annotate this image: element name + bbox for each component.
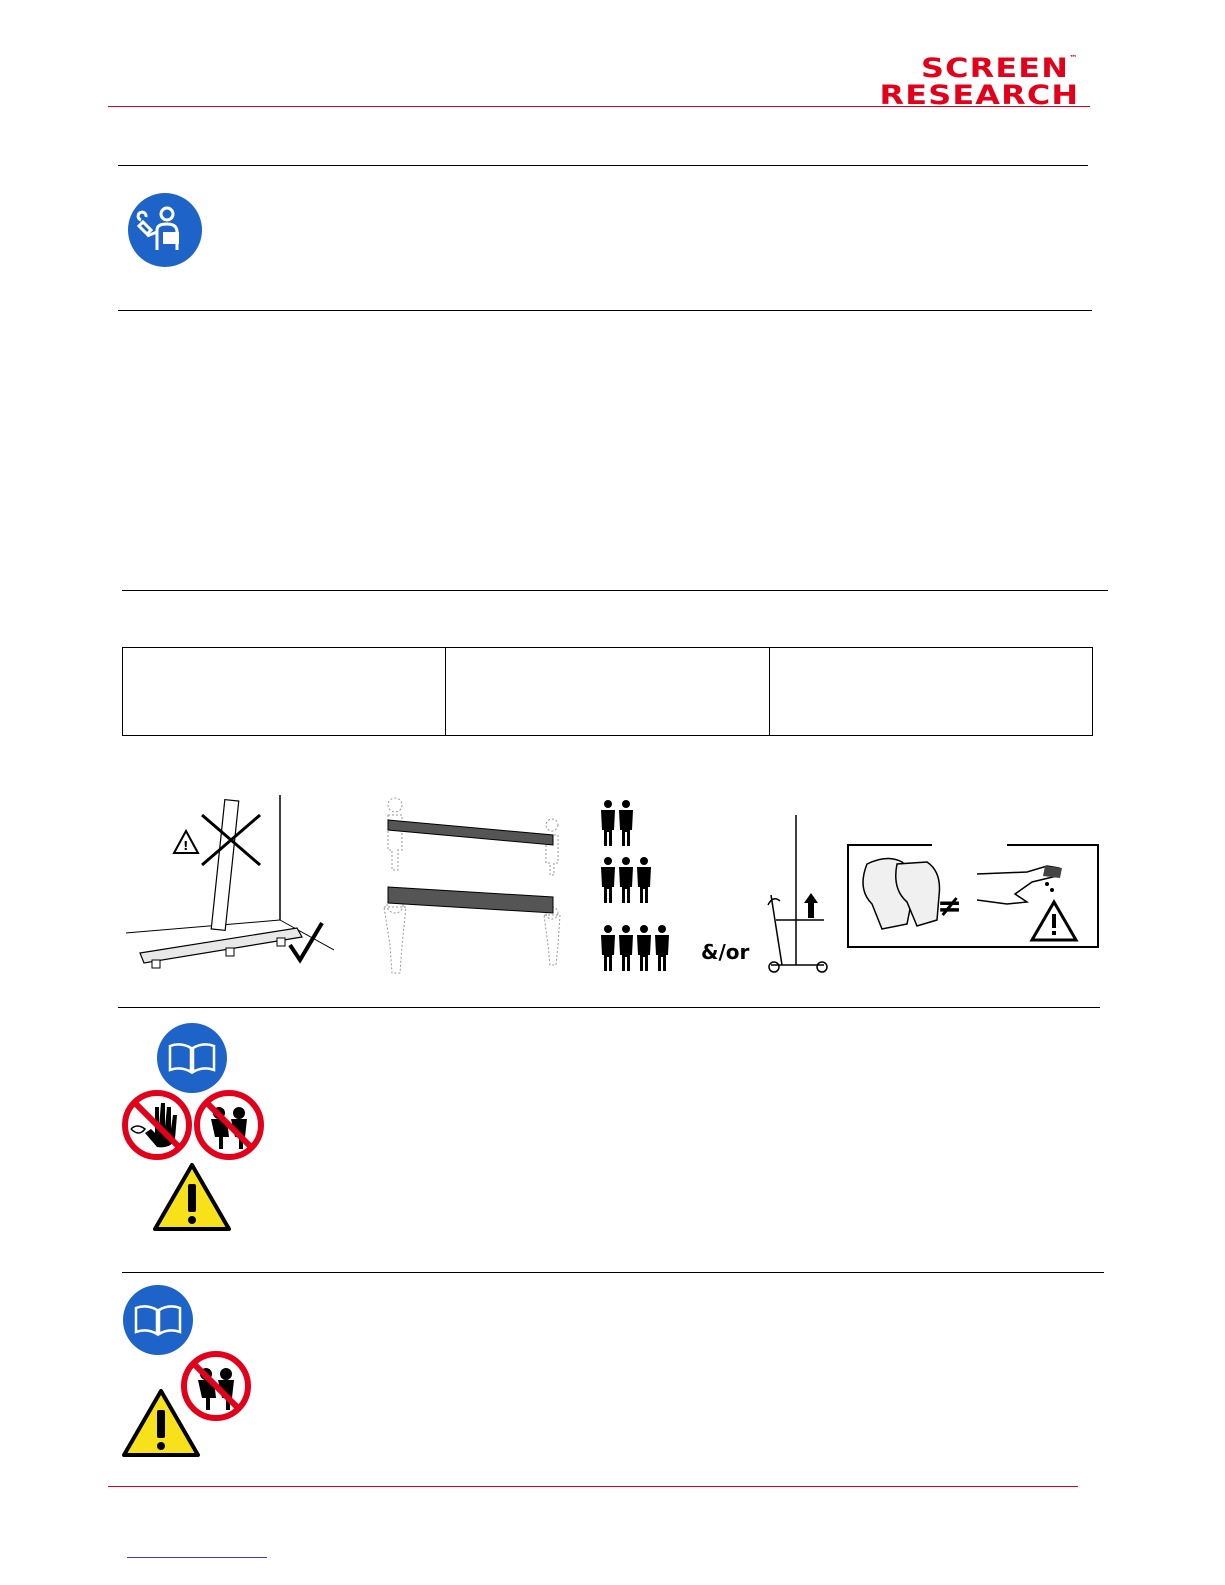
svg-text:!: !	[183, 839, 189, 853]
header-rule	[108, 106, 1090, 107]
spec-cell	[123, 648, 446, 736]
section-rule	[118, 1007, 1100, 1008]
spec-table	[122, 647, 1093, 736]
footer-link-underline	[127, 1557, 267, 1558]
lean-screen-against-wall-illustration	[122, 795, 334, 980]
trademark: ™	[1069, 54, 1079, 62]
read-manual-icon	[156, 1022, 228, 1094]
section-rule	[118, 165, 1088, 166]
warning-triangle-icon	[121, 1388, 201, 1458]
section-rule	[118, 310, 1092, 311]
spec-cell	[446, 648, 769, 736]
spec-cell	[769, 648, 1092, 736]
screen-research-logo	[849, 52, 1079, 111]
maintenance-person-icon	[127, 192, 203, 268]
brand-line-2: RESEARCH	[879, 80, 1079, 111]
read-manual-icon	[122, 1284, 194, 1356]
warning-triangle-icon	[152, 1162, 232, 1232]
footer-rule	[108, 1486, 1078, 1487]
not-equal-symbol: ≠	[937, 889, 963, 924]
brand-line-1: SCREEN	[921, 53, 1070, 84]
section-rule	[122, 1272, 1104, 1273]
section-rule	[122, 590, 1108, 591]
andor-label: &/or	[701, 940, 750, 964]
two-people-carrying-screen-illustration	[378, 795, 568, 980]
no-children-icon	[193, 1089, 265, 1161]
no-touch-icon	[121, 1089, 193, 1161]
gloves-hand-injury-warning-illustration	[847, 844, 1099, 948]
lifting-team-and-lift-trolley-illustration	[596, 795, 831, 980]
